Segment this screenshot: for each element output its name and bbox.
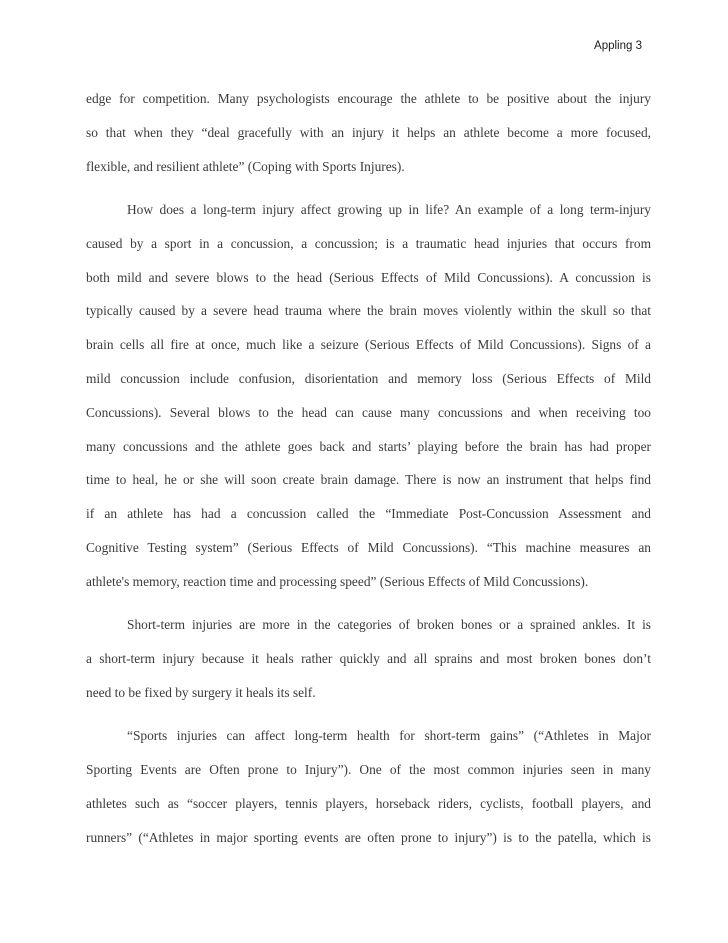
body-text bbox=[86, 89, 651, 861]
text-line: athletes such as “soccer players, tennis players, horseback riders, cyclists, football players, and bbox=[86, 795, 651, 811]
text-line: Cognitive Testing system” (Serious Effects of Mild Concussions). “This machine measures an bbox=[86, 539, 651, 555]
text-line: if an athlete has had a concussion called the “Immediate Post-Concussion Assessment and bbox=[86, 506, 651, 522]
text-line: athlete's memory, reaction time and processing speed” (Serious Effects of Mild Concussions). bbox=[86, 573, 589, 589]
paragraph-2 bbox=[86, 200, 651, 606]
text-line: need to be fixed by surgery it heals its self. bbox=[86, 684, 316, 700]
text-line: brain cells all fire at once, much like a seizure (Serious Effects of Mild Concussions). Signs of a bbox=[86, 337, 651, 353]
text-line: caused by a sport in a concussion, a concussion; is a traumatic head injuries that occurs from bbox=[86, 235, 651, 251]
text-line: flexible, and resilient athlete” (Coping with Sports Injures). bbox=[86, 158, 405, 174]
text-line: How does a long-term injury affect growing up in life? An example of a long term-injury bbox=[127, 201, 651, 217]
text-line: Short-term injuries are more in the categories of broken bones or a sprained ankles. It is bbox=[127, 617, 651, 633]
text-line: “Sports injuries can affect long-term health for short-term gains” (“Athletes in Major bbox=[127, 728, 651, 744]
text-line: typically caused by a severe head trauma where the brain moves violently within the skull so that bbox=[86, 303, 651, 319]
text-line: Concussions). Several blows to the head can cause many concussions and when receiving too bbox=[86, 404, 651, 420]
text-line: runners” (“Athletes in major sporting events are often prone to injury”) is to the patella, which is bbox=[86, 829, 651, 845]
text-line: many concussions and the athlete goes back and starts’ playing before the brain has had proper bbox=[86, 438, 651, 454]
paragraph-1 bbox=[86, 89, 651, 190]
paragraph-4 bbox=[86, 726, 651, 861]
text-line: so that when they “deal gracefully with an injury it helps an athlete become a more focused, bbox=[86, 124, 651, 140]
running-head: Appling 3 bbox=[594, 40, 642, 52]
text-line: Sporting Events are Often prone to Injury”). One of the most common injuries seen in many bbox=[86, 761, 651, 777]
text-line: a short-term injury because it heals rather quickly and all sprains and most broken bones don’t bbox=[86, 650, 651, 666]
text-line: edge for competition. Many psychologists encourage the athlete to be positive about the injury bbox=[86, 91, 651, 106]
text-line: both mild and severe blows to the head (Serious Effects of Mild Concussions). A concussion is bbox=[86, 269, 651, 285]
paragraph-3 bbox=[86, 615, 651, 716]
text-line: mild concussion include confusion, disorientation and memory loss (Serious Effects of Mild bbox=[86, 370, 651, 386]
text-line: time to heal, he or she will soon create brain damage. There is now an instrument that helps find bbox=[86, 472, 651, 488]
